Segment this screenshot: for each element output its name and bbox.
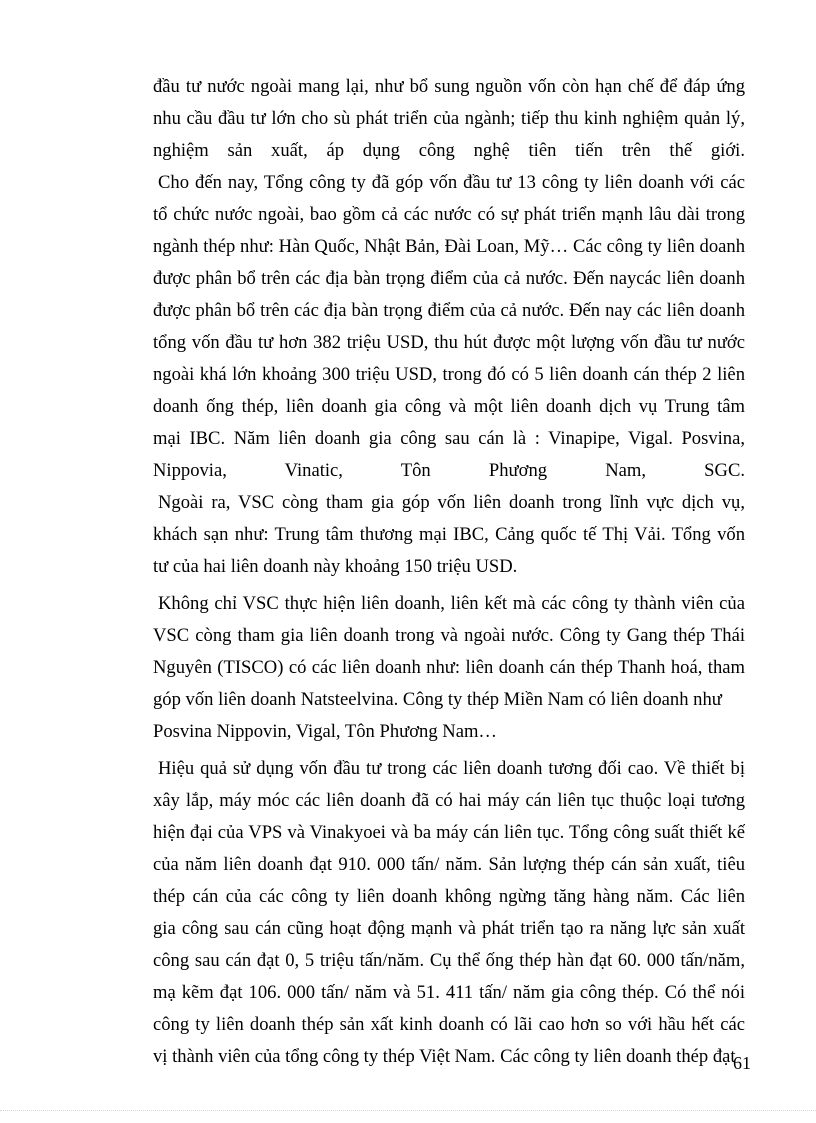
- paragraph-first-line: Cho đến nay, Tổng công ty đã góp vốn đầu tư 13 công ty liên doanh với các: [158, 172, 745, 193]
- body-line: của năm liên doanh đạt 910. 000 tấn/ năm. Sản lượng thép cán sản xuất, tiêu: [153, 854, 745, 875]
- paragraph-last-line: Posvina Nippovin, Vigal, Tôn Phương Nam…: [153, 721, 498, 742]
- body-line: tổng vốn đầu tư hơn 382 triệu USD, thu hút được một lượng vốn đầu tư nước: [153, 332, 745, 353]
- paragraph-first-line: Ngoài ra, VSC còng tham gia góp vốn liên doanh trong lĩnh vực dịch vụ,: [158, 492, 745, 513]
- body-line: Nguyên (TISCO) có các liên doanh như: liên doanh cán thép Thanh hoá, tham: [153, 657, 745, 678]
- body-line: thép cán của các công ty liên doanh không ngừng tăng hàng năm. Các liên: [153, 886, 745, 907]
- body-line: góp vốn liên doanh Natsteelvina. Công ty thép Miền Nam có liên doanh như: [153, 689, 722, 710]
- body-line: xây lắp, máy móc các liên doanh đã có hai máy cán liên tục thuộc loại tương: [153, 790, 745, 811]
- body-line: được phân bổ trên các địa bàn trọng điểm của cả nước. Đến naycác liên doanh: [153, 268, 745, 289]
- body-line: nhu cầu đầu tư lớn cho sù phát triển của ngành; tiếp thu kinh nghiệm quản lý,: [153, 108, 745, 129]
- paragraph-last-line: tư của hai liên doanh này khoảng 150 triệu USD.: [153, 556, 518, 577]
- body-line: Nippovia, Vinatic, Tôn Phương Nam, SGC.: [153, 460, 745, 481]
- body-line: ngành thép như: Hàn Quốc, Nhật Bản, Đài Loan, Mỹ… Các công ty liên doanh: [153, 236, 745, 257]
- body-line: vị thành viên của tổng công ty thép Việt Nam. Các công ty liên doanh thép đạt: [153, 1046, 736, 1067]
- body-line: nghiệm sản xuất, áp dụng công nghệ tiên tiến trên thế giới.: [153, 140, 745, 161]
- body-line: ngoài khá lớn khoảng 300 triệu USD, trong đó có 5 liên doanh cán thép 2 liên: [153, 364, 745, 385]
- body-line: khách sạn như: Trung tâm thương mại IBC, Cảng quốc tế Thị Vải. Tổng vốn: [153, 524, 745, 545]
- body-line: mại IBC. Năm liên doanh gia công sau cán là : Vinapipe, Vigal. Posvina,: [153, 428, 745, 449]
- body-line: được phân bổ trên các địa bàn trọng điểm của cả nước. Đến nay các liên doanh: [153, 300, 745, 321]
- body-line: công ty liên doanh thép sản xất kinh doanh có lãi cao hơn so với hầu hết các: [153, 1014, 745, 1035]
- body-line: hiện đại của VPS và Vinakyoei và ba máy cán liên tục. Tổng công suất thiết kế: [153, 822, 745, 843]
- paragraph-first-line: Không chỉ VSC thực hiện liên doanh, liên kết mà các công ty thành viên của: [158, 593, 745, 614]
- body-line: doanh ống thép, liên doanh gia công và một liên doanh dịch vụ Trung tâm: [153, 396, 745, 417]
- body-line: công sau cán đạt 0, 5 triệu tấn/năm. Cụ thể ống thép hàn đạt 60. 000 tấn/năm,: [153, 950, 745, 971]
- body-line: đầu tư nước ngoài mang lại, như bổ sung nguồn vốn còn hạn chế để đáp ứng: [153, 76, 745, 97]
- page-bottom-divider: [0, 1110, 816, 1111]
- body-line: VSC còng tham gia liên doanh trong và ngoài nước. Công ty Gang thép Thái: [153, 625, 745, 646]
- page-number: 61: [733, 1053, 751, 1073]
- body-line: tổ chức nước ngoài, bao gồm cả các nước có sự phát triển mạnh lâu dài trong: [153, 204, 745, 225]
- body-line: gia công sau cán cũng hoạt động mạnh và phát triển tạo ra năng lực sản xuất: [153, 918, 745, 939]
- paragraph-first-line: Hiệu quả sử dụng vốn đầu tư trong các liên doanh tương đối cao. Về thiết bị: [158, 758, 745, 779]
- body-line: mạ kẽm đạt 106. 000 tấn/ năm và 51. 411 tấn/ năm gia công thép. Có thể nói: [153, 982, 745, 1003]
